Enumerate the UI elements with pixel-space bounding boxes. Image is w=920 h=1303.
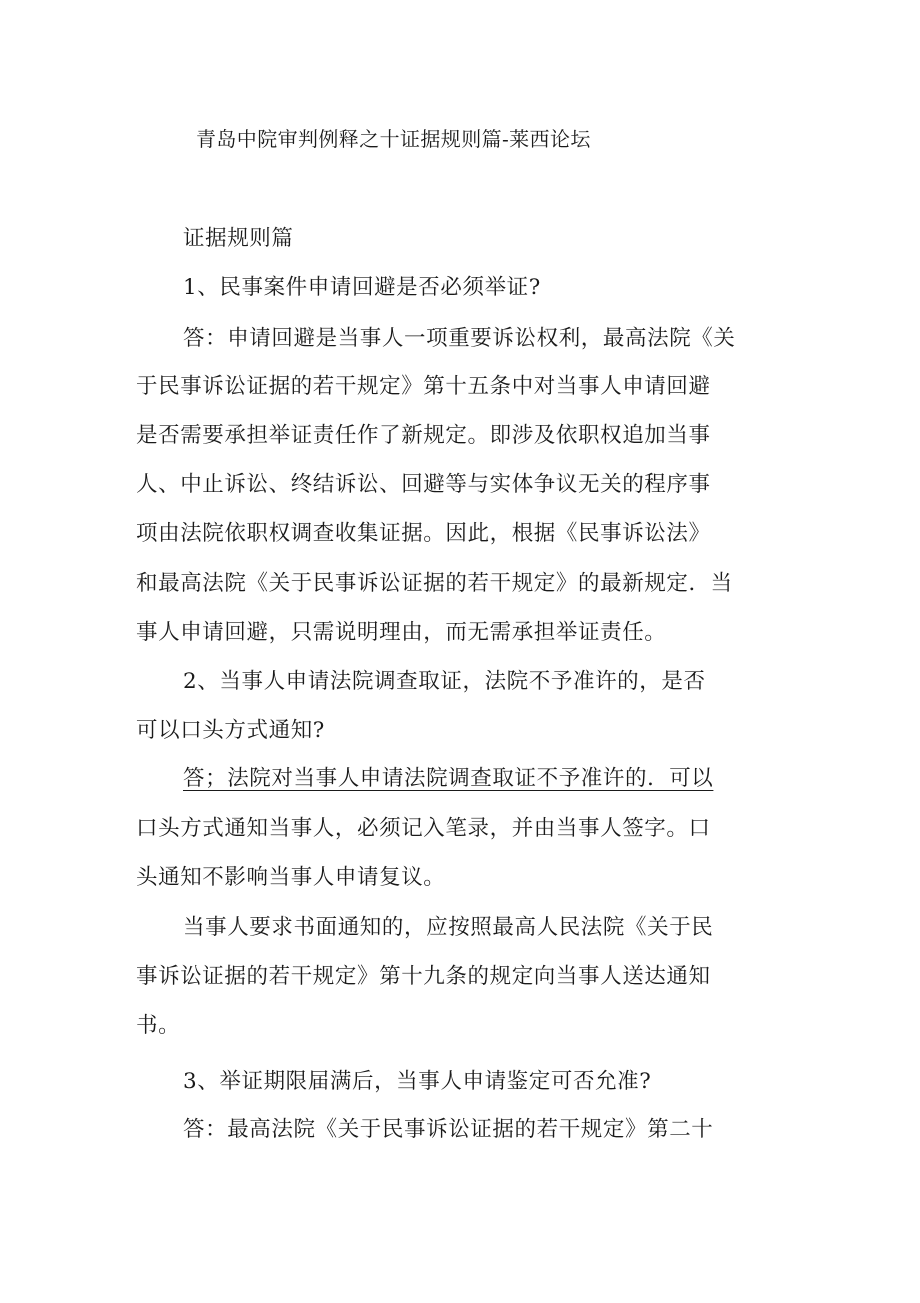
document-title: 青岛中院审判例释之十证据规则篇-莱西论坛 xyxy=(196,127,591,151)
answer-1-line: 答：申请回避是当事人一项重要诉讼权利，最高法院《关 xyxy=(183,326,736,351)
answer-2-line: 头通知不影响当事人申请复议。 xyxy=(136,865,446,890)
note-2-line: 事诉讼证据的若干规定》第十九条的规定向当事人送达通知 xyxy=(136,964,711,989)
answer-1-line: 事人申请回避，只需说明理由，而无需承担举证责任。 xyxy=(136,620,667,645)
answer-2-line: 口头方式通知当事人，必须记入笔录，并由当事人签字。口 xyxy=(136,816,711,841)
answer-1-line: 项由法院依职权调查收集证据。因此，根据《民事诉讼法》 xyxy=(136,521,711,546)
answer-1-line: 人、中止诉讼、终结诉讼、回避等与实体争议无关的程序事 xyxy=(136,472,711,497)
question-3: 3、举证期限届满后，当事人申请鉴定可否允准? xyxy=(183,1069,652,1094)
question-2-line: 可以口头方式通知? xyxy=(136,718,325,743)
note-2-line: 书。 xyxy=(136,1013,181,1038)
answer-2-line-underlined: 答；法院对当事人申请法院调查取证不予准许的．可以 xyxy=(183,766,714,791)
answer-1-line: 于民事诉讼证据的若干规定》第十五条中对当事人申请回避 xyxy=(136,374,711,399)
note-2-line: 当事人要求书面通知的，应按照最高人民法院《关于民 xyxy=(183,915,714,940)
question-2-line: 2、当事人申请法院调查取证，法院不予准许的，是否 xyxy=(183,669,706,694)
question-1: 1、民事案件申请回避是否必须举证? xyxy=(183,275,541,300)
answer-1-line: 是否需要承担举证责任作了新规定。即涉及依职权追加当事 xyxy=(136,423,711,448)
answer-1-line: 和最高法院《关于民事诉讼证据的若干规定》的最新规定．当 xyxy=(136,571,733,596)
answer-3-line: 答：最高法院《关于民事诉讼证据的若干规定》第二十 xyxy=(183,1117,714,1142)
section-heading: 证据规则篇 xyxy=(183,226,294,251)
